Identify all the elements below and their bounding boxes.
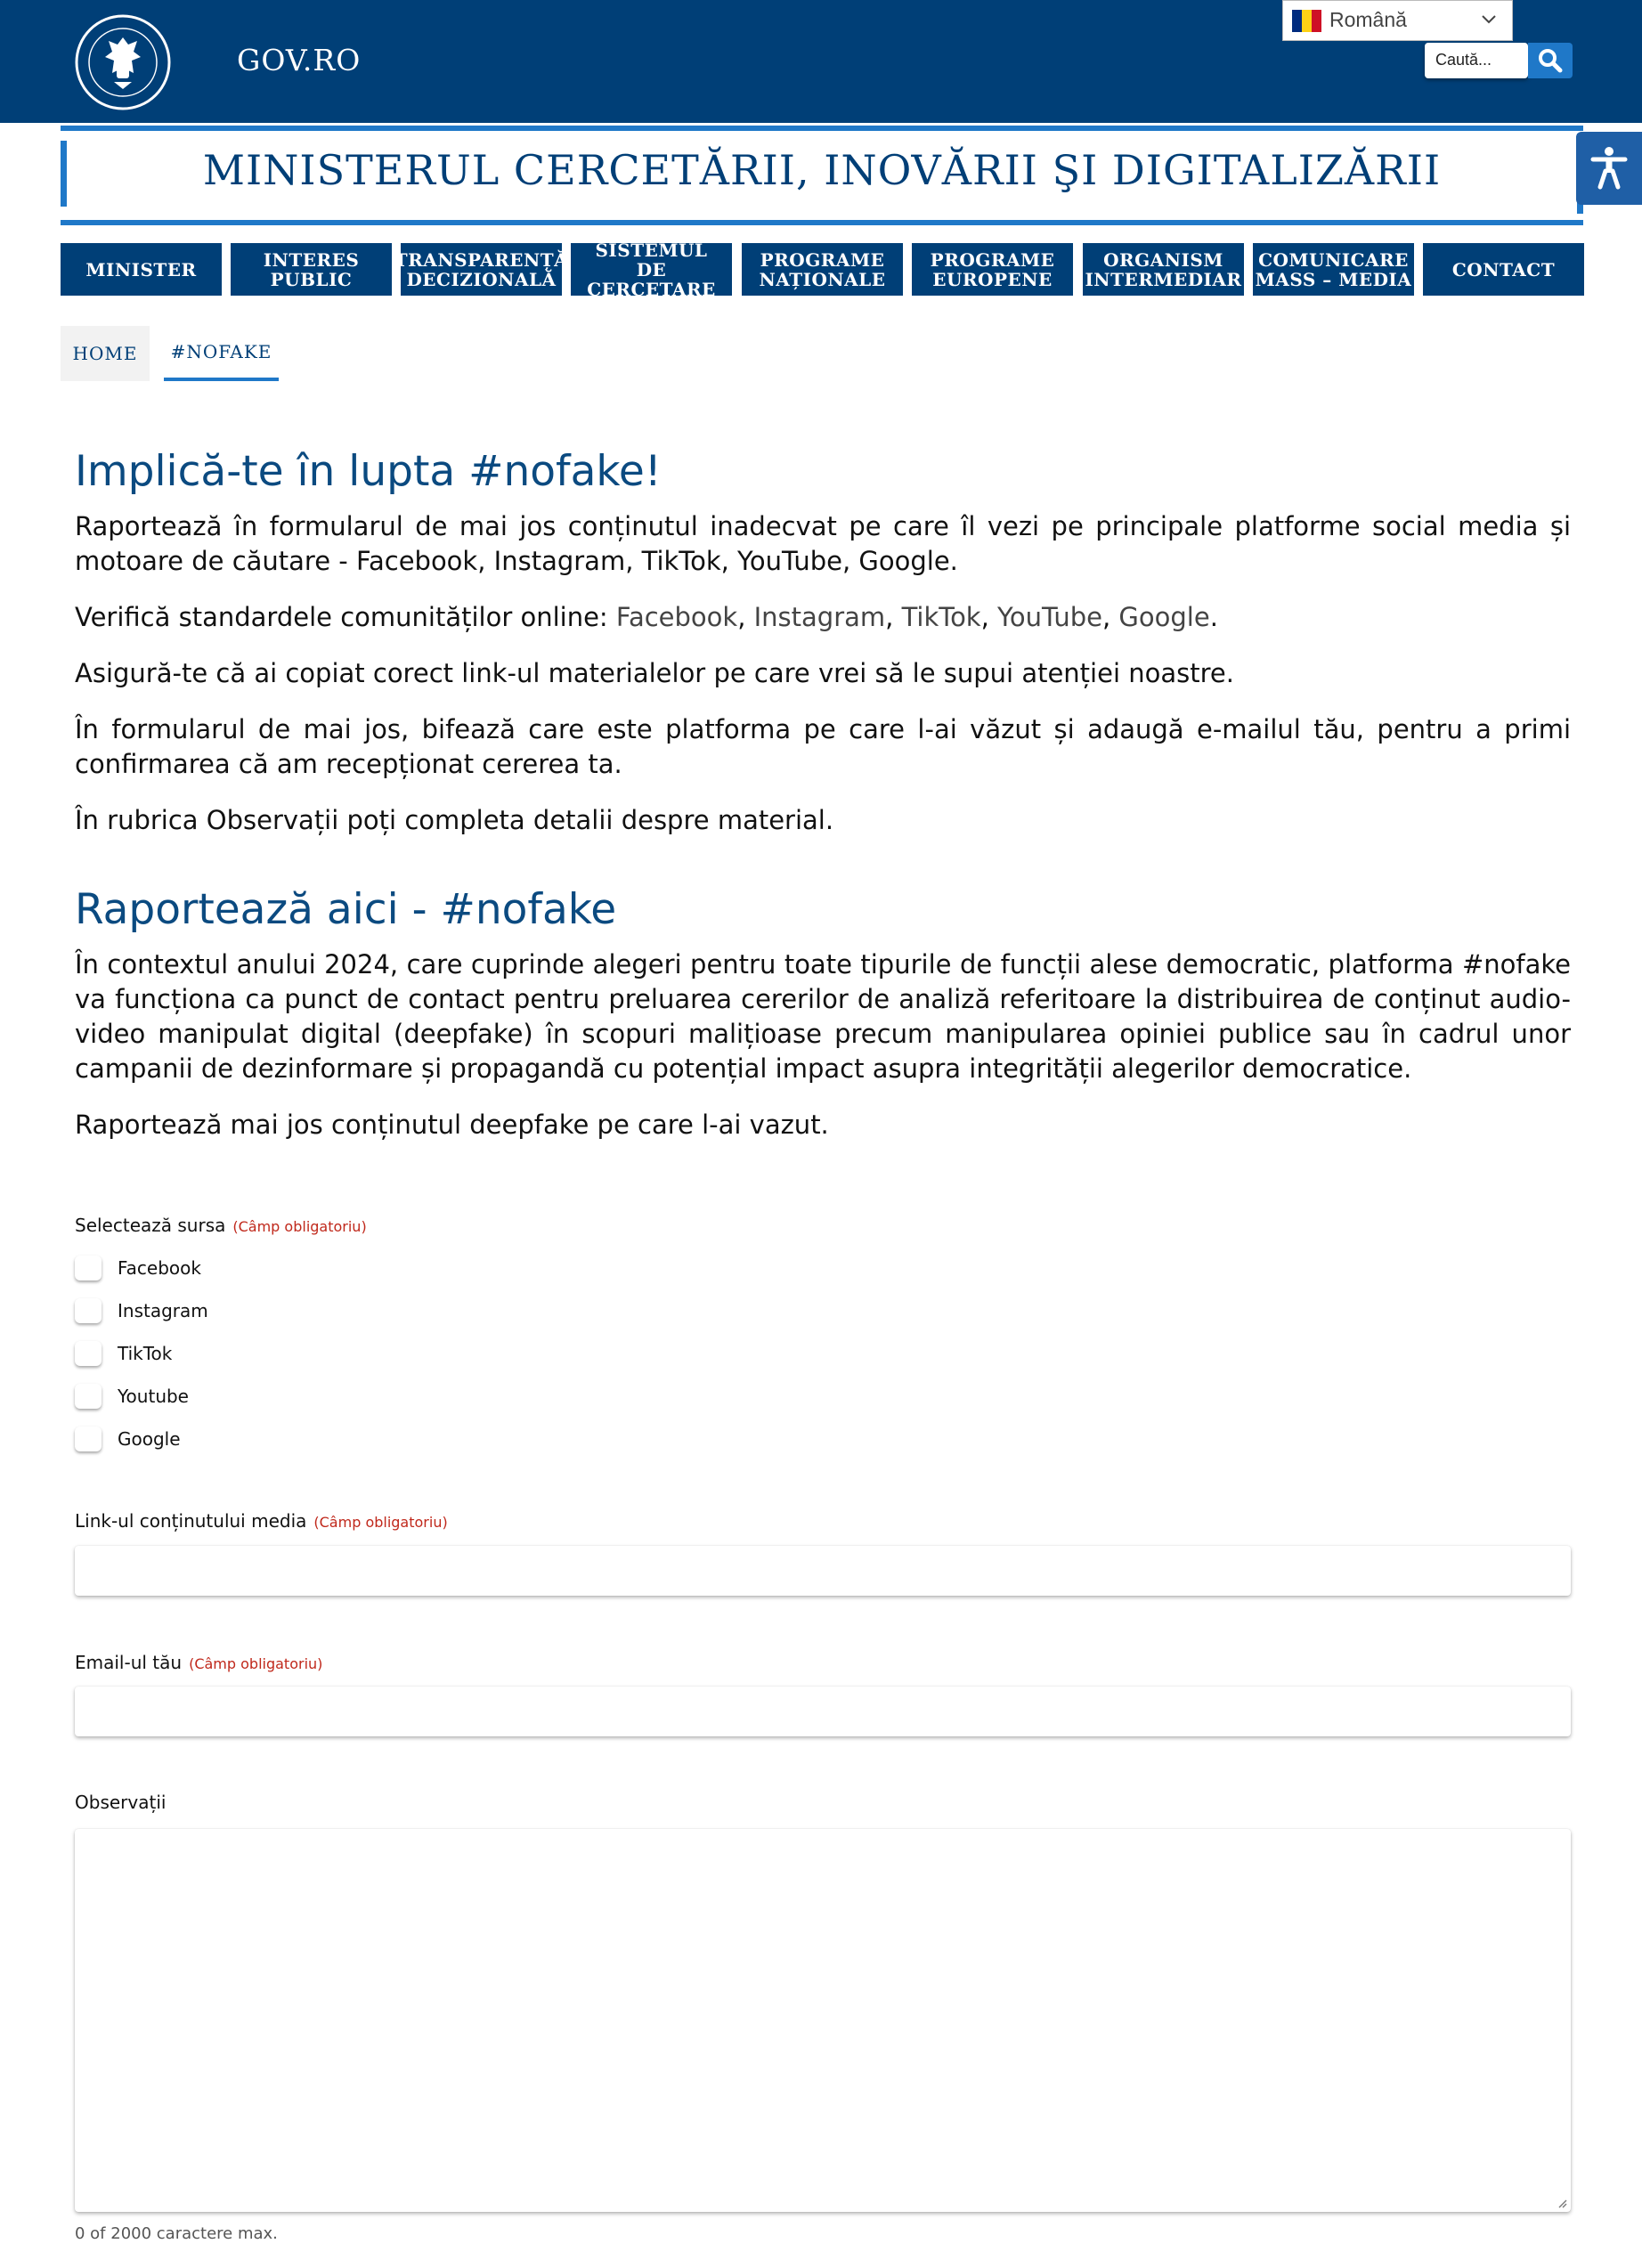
checkbox[interactable] [75, 1341, 102, 1366]
nav-contact[interactable]: CONTACT [1423, 243, 1584, 296]
nav-interes-public[interactable]: INTERES PUBLIC [231, 243, 392, 296]
intro-paragraph: Raportează în formularul de mai jos conținutul inadecvat pe care îl vezi pe principale platforme social media și motoare de căutare - Facebook, Instagram, TikTok, YouTube, Google. [75, 511, 1571, 576]
nav-organism-intermediar[interactable]: ORGANISM INTERMEDIAR [1083, 243, 1244, 296]
ministry-title[interactable]: MINISTERUL CERCETĂRII, INOVĂRII ŞI DIGITALIZĂRII [202, 146, 1442, 194]
site-name-link[interactable]: GOV.RO [237, 43, 362, 77]
link-facebook-standards[interactable]: Facebook [615, 602, 738, 632]
breadcrumb-home[interactable]: HOME [61, 326, 150, 381]
link-label: Link-ul conținutului media (Câmp obligatoriu) [75, 1510, 448, 1532]
form-instructions-paragraph: În formularul de mai jos, bifează care este platforma pe care l-ai văzut și adaugă e-mailul tău, pentru a primi confirmarea că am recepționat cererea ta. [75, 714, 1571, 779]
checkbox[interactable] [75, 1427, 102, 1451]
link-youtube-standards[interactable]: YouTube [997, 602, 1102, 632]
email-input[interactable] [75, 1687, 1571, 1736]
chevron-down-icon [1478, 8, 1500, 29]
header-bar-left [61, 141, 67, 207]
search-input[interactable] [1425, 43, 1528, 78]
nav-comunicare-mass-media[interactable]: COMUNICARE MASS – MEDIA [1253, 243, 1414, 296]
community-standards-paragraph: Verifică standardele comunităților online: Facebook, Instagram, TikTok, YouTube, Google. [75, 602, 1218, 632]
romania-flag-icon [1292, 10, 1321, 32]
accessibility-icon [1590, 146, 1628, 191]
section-heading-report: Raportează aici - #nofake [75, 885, 617, 934]
link-tiktok-standards[interactable]: TikTok [901, 602, 981, 632]
checkbox[interactable] [75, 1384, 102, 1409]
nav-programe-nationale[interactable]: PROGRAME NAȚIONALE [742, 243, 903, 296]
government-crest-logo[interactable] [75, 14, 171, 110]
header-divider-bottom [61, 220, 1583, 225]
copy-link-paragraph: Asigură-te că ai copiat corect link-ul materialelor pe care vrei să le supui atenției noastre. [75, 658, 1234, 688]
resize-handle-icon[interactable] [1557, 2198, 1567, 2208]
nav-sistemul-de-cercetare[interactable]: SISTEMUL DE CERCETARE [571, 243, 732, 296]
nav-transparenta-decizionala[interactable]: TRANSPARENȚĂ DECIZIONALĂ [401, 243, 562, 296]
character-counter: 0 of 2000 caractere max. [75, 2224, 278, 2243]
email-label: Email-ul tău (Câmp obligatoriu) [75, 1652, 323, 1673]
search-icon [1537, 47, 1564, 74]
deepfake-context-paragraph: În contextul anului 2024, care cuprinde alegeri pentru toate tipurile de funcții alese democratic, platforma #nofake va funcționa ca punct de contact pentru preluarea cererilor de analiză referitoare la distribuirea de conținut audio-video manipulat digital (deepfake) în scopuri malițioase precum manipularea opiniei publice sau în cadrul unor campanii de dezinformare și propagandă cu potențial impact asupra integrității alegerilor democratice. [75, 949, 1571, 1084]
observations-label: Observații [75, 1792, 167, 1813]
source-label: Selectează sursa (Câmp obligatoriu) [75, 1215, 367, 1236]
media-link-input[interactable] [75, 1546, 1571, 1596]
language-selector[interactable] [1282, 0, 1513, 41]
checkbox[interactable] [75, 1298, 102, 1323]
nav-programe-europene[interactable]: PROGRAME EUROPENE [912, 243, 1073, 296]
search-button[interactable] [1528, 43, 1573, 78]
observations-paragraph: În rubrica Observații poți completa detalii despre material. [75, 805, 834, 835]
nav-minister[interactable]: MINISTER [61, 243, 222, 296]
accessibility-button[interactable] [1576, 132, 1642, 205]
link-google-standards[interactable]: Google [1118, 602, 1210, 632]
breadcrumb-current: #NOFAKE [164, 326, 279, 381]
section-heading-nofake: Implică-te în lupta #nofake! [75, 447, 662, 496]
language-selected: Română [1329, 8, 1407, 31]
report-below-paragraph: Raportează mai jos conținutul deepfake pe care l-ai vazut. [75, 1110, 829, 1140]
observations-textarea[interactable] [75, 1829, 1571, 2212]
header-divider-top [61, 126, 1583, 131]
link-instagram-standards[interactable]: Instagram [753, 602, 886, 632]
checkbox[interactable] [75, 1256, 102, 1280]
search-placeholder: Caută... [1435, 51, 1492, 69]
